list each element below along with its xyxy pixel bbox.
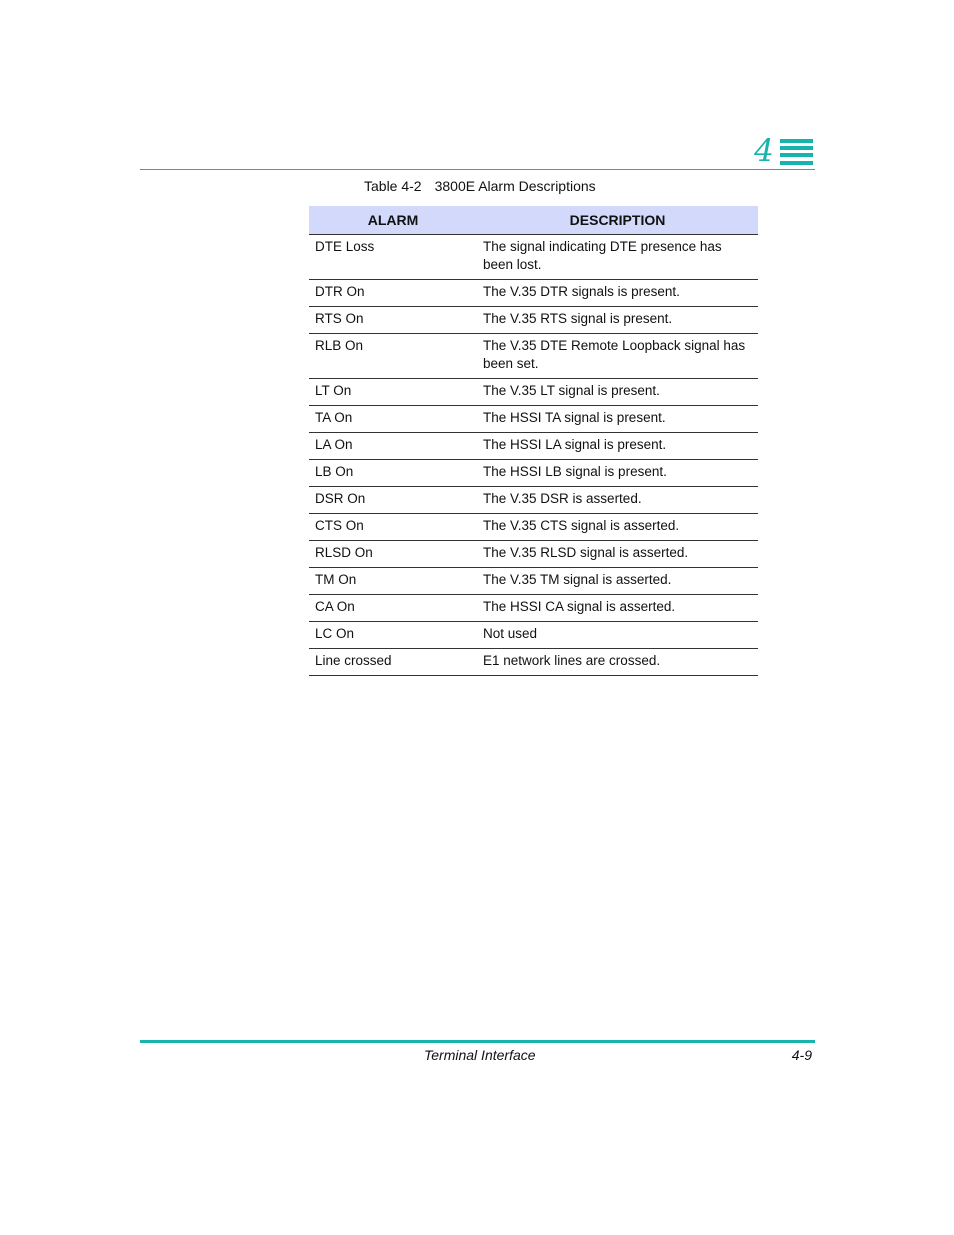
table-row xyxy=(309,334,758,379)
description-cell: The HSSI CA signal is asserted. xyxy=(477,595,758,622)
table-row xyxy=(309,487,758,514)
description-cell: The V.35 RTS signal is present. xyxy=(477,307,758,334)
table-row xyxy=(309,307,758,334)
table-row xyxy=(309,460,758,487)
description-cell: The HSSI LB signal is present. xyxy=(477,460,758,487)
alarm-cell: RLSD On xyxy=(309,541,477,568)
alarm-cell: LC On xyxy=(309,622,477,649)
table-row xyxy=(309,235,758,280)
table-row xyxy=(309,595,758,622)
table-caption xyxy=(364,177,596,195)
table-row xyxy=(309,406,758,433)
alarm-cell: DTE Loss xyxy=(309,235,477,280)
alarm-table xyxy=(309,206,758,676)
alarm-cell: RTS On xyxy=(309,307,477,334)
alarm-cell: RLB On xyxy=(309,334,477,379)
table-caption-title: 3800E Alarm Descriptions xyxy=(434,178,596,194)
alarm-cell: CA On xyxy=(309,595,477,622)
table-row xyxy=(309,514,758,541)
alarm-cell: DSR On xyxy=(309,487,477,514)
description-cell: The V.35 DTR signals is present. xyxy=(477,280,758,307)
alarm-cell: LT On xyxy=(309,379,477,406)
description-cell: E1 network lines are crossed. xyxy=(477,649,758,676)
footer-rule xyxy=(140,1040,815,1043)
alarm-cell: TM On xyxy=(309,568,477,595)
description-cell: Not used xyxy=(477,622,758,649)
horizontal-bars-icon xyxy=(780,139,813,165)
description-cell: The HSSI LA signal is present. xyxy=(477,433,758,460)
description-cell: The signal indicating DTE presence has been lost. xyxy=(477,235,758,280)
table-row xyxy=(309,280,758,307)
table-row xyxy=(309,568,758,595)
description-cell: The V.35 LT signal is present. xyxy=(477,379,758,406)
table-row xyxy=(309,649,758,676)
description-cell: The V.35 RLSD signal is asserted. xyxy=(477,541,758,568)
alarm-cell: Line crossed xyxy=(309,649,477,676)
table-header-row xyxy=(309,206,758,235)
alarm-cell: CTS On xyxy=(309,514,477,541)
table-row xyxy=(309,541,758,568)
description-cell: The HSSI TA signal is present. xyxy=(477,406,758,433)
description-cell: The V.35 CTS signal is asserted. xyxy=(477,514,758,541)
alarm-cell: TA On xyxy=(309,406,477,433)
table-row xyxy=(309,622,758,649)
column-header-description: DESCRIPTION xyxy=(477,206,758,235)
alarm-cell: LB On xyxy=(309,460,477,487)
table-caption-number: Table 4-2 xyxy=(364,178,422,194)
table-body xyxy=(309,235,758,676)
description-cell: The V.35 DTE Remote Loopback signal has been set. xyxy=(477,334,758,379)
footer-page-number: 4-9 xyxy=(791,1047,812,1063)
chapter-number: 4 xyxy=(754,133,774,169)
alarm-cell: DTR On xyxy=(309,280,477,307)
footer-section-title: Terminal Interface xyxy=(424,1047,536,1063)
column-header-alarm: ALARM xyxy=(309,206,477,235)
description-cell: The V.35 DSR is asserted. xyxy=(477,487,758,514)
alarm-cell: LA On xyxy=(309,433,477,460)
header-rule xyxy=(140,169,815,170)
description-cell: The V.35 TM signal is asserted. xyxy=(477,568,758,595)
table-row xyxy=(309,433,758,460)
table-row xyxy=(309,379,758,406)
